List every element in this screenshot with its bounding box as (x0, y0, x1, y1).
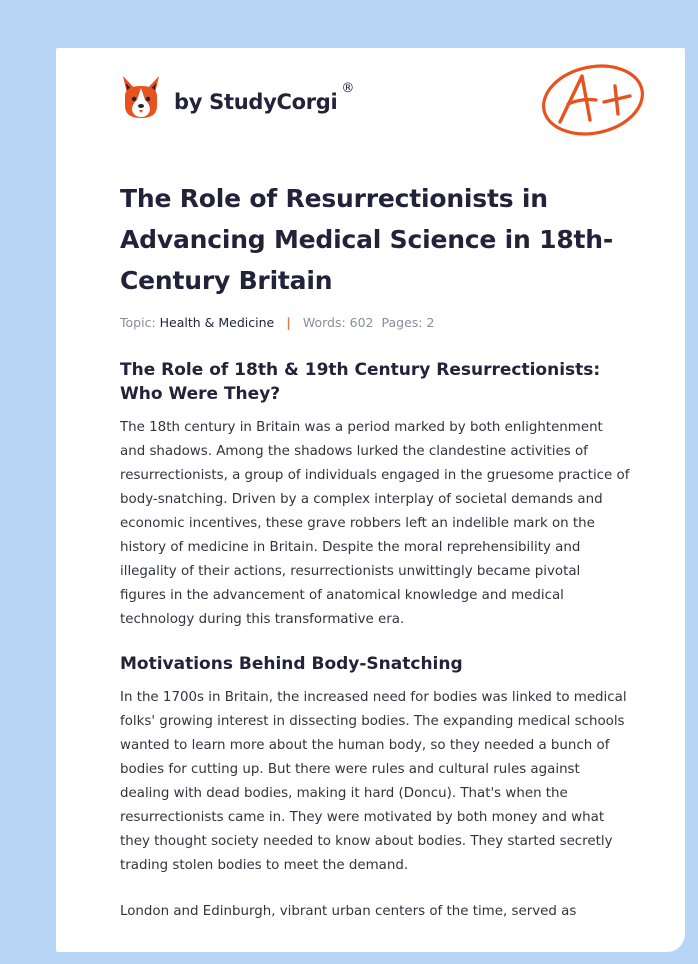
document-page (56, 48, 685, 952)
meta-separator: | (286, 315, 291, 330)
paragraph: In the 1700s in Britain, the increased need for bodies was linked to medical folks' growing interest in dissecting bodies. The expanding medical schools wanted to learn more about the human body, so they needed a bunch of bodies for cutting up. But there were rules and cultural rules against dealing with dead bodies, making it hard (Doncu). That's when the resurrectionists came in. They were motivated by both money and what they thought society needed to know about bodies. They started secretly trading stolen bodies to meet the demand. (120, 690, 627, 873)
article (120, 178, 630, 924)
a-plus-icon (538, 60, 648, 140)
paragraph: The 18th century in Britain was a period marked by both enlightenment and shadows. Among the shadows lurked the clandestine activities of resurrectionists, a group of individuals engaged in the gruesome practice of body-snatching. Driven by a complex interplay of societal demands and economic incentives, these grave robbers left an indelible mark on the history of medicine in Britain. Despite the moral reprehensibility and illegality of their actions, resurrectionists unwittingly became pivotal figures in the advancement of anatomical knowledge and medical technology during this transformative era. (120, 420, 630, 627)
topic-label: Topic: (120, 315, 156, 330)
topic-link[interactable]: Health & Medicine (159, 315, 275, 330)
studycorgi-logo[interactable] (120, 74, 354, 122)
corgi-icon (120, 74, 162, 122)
page-count: Pages: 2 (381, 315, 435, 330)
page-title: The Role of Resurrectionists in Advancing Medical Science in 18th-Century Britain (120, 184, 614, 295)
word-count: Words: 602 (302, 315, 374, 330)
section-heading: Motivations Behind Body-Snatching (120, 654, 463, 674)
document-meta (120, 315, 630, 330)
brand-name: by StudyCorgi (174, 90, 338, 114)
paragraph: London and Edinburgh, vibrant urban centers of the time, served as (120, 904, 577, 919)
section-heading: The Role of 18th & 19th Century Resurrectionists: Who Were They? (120, 360, 601, 404)
registered-mark: ® (341, 80, 355, 96)
